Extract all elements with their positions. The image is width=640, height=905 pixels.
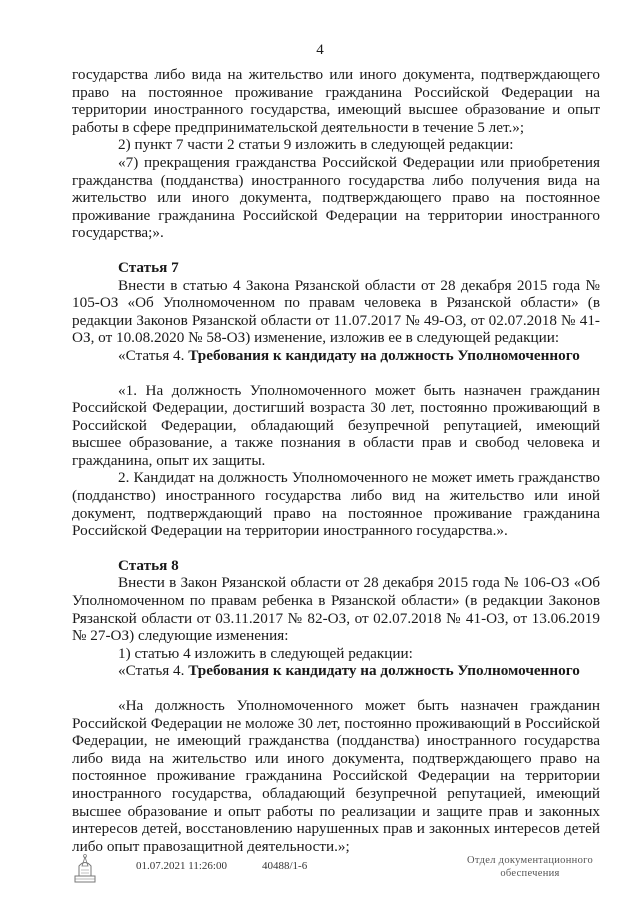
article-8-statute-heading: [72, 662, 600, 680]
article-8-title: Статья 8: [118, 556, 179, 574]
page-number: 4: [316, 42, 324, 58]
footer-date: 01.07.2021 11:26:00: [136, 860, 227, 872]
article-7-clause-1: «1. На должность Уполномоченного может быть назначен гражданин Российской Федерации, достигший возраста 30 лет, постоянно проживающий в Российской Федерации, обладающий безупречной репутацией, имеющий высшее образование, а также познания в области прав и свобод человека и гражданина, опыт их защиты.: [72, 381, 600, 469]
paragraph-item-2: 2) пункт 7 части 2 статьи 9 изложить в следующей редакции:: [118, 136, 514, 154]
article-8-clause: «На должность Уполномоченного может быть назначен гражданин Российской Федерации не моложе 30 лет, постоянно проживающий в Российской Федерации, не имеющий гражданства (подданства) иностранного государства либо вида на жительство или иного документа, подтверждающего право на постоянное проживание гражданина Российской Федерации на территории иностранного государства, обладающий безупречной репутацией, имеющий высшее образование и опыт работы по реализации и защите прав и законных интересов детей, восстановлению нарушенных прав и законных интересов детей либо опыт правозащитной деятельности.»;: [72, 697, 600, 855]
coat-of-arms-icon: [72, 852, 98, 884]
statute-prefix: «Статья 4.: [118, 662, 189, 680]
document-body: [72, 66, 600, 855]
article-7-intro: Внести в статью 4 Закона Рязанской области от 28 декабря 2015 года № 105-ОЗ «Об Уполномоченном по правам человека в Рязанской области» (в редакции Законов Рязанской области от 11.07.2017 № 49-ОЗ, от 02.07.2018 № 41-ОЗ, от 10.08.2020 № 58-ОЗ) изменение, изложив ее в следующей редакции:: [72, 276, 600, 347]
footer-doc-number: 40488/1-6: [262, 860, 308, 872]
statute-title: Требования к кандидату на должность Уполномоченного: [188, 346, 580, 364]
article-8-intro: Внести в Закон Рязанской области от 28 декабря 2015 года № 106-ОЗ «Об Уполномоченном по правам ребенка в Рязанской области» (в редакции Законов Рязанской области от 03.11.2017 № 82-ОЗ, от 02.07.2018 № 41-ОЗ, от 13.06.2019 № 27-ОЗ) следующие изменения:: [72, 574, 600, 645]
statute-title: Требования к кандидату на должность Уполномоченного: [188, 662, 580, 680]
department-stamp: [460, 854, 600, 880]
page-footer: [72, 850, 600, 890]
paragraph-quote-7: «7) прекращения гражданства Российской Федерации или приобретения гражданства (подданства) иностранного государства либо получения вида на жительство или иного документа, подтверждающего право на постоянное проживание гражданина Российской Федерации на территории иностранного государства;».: [72, 153, 600, 242]
article-7-clause-2: 2. Кандидат на должность Уполномоченного не может иметь гражданство (подданство) иностранного государства либо вид на жительство или иной документ, подтверждающий право на постоянное проживание гражданина Российской Федерации на территории иностранного государства.».: [72, 469, 600, 540]
department-stamp-line-2: обеспечения: [500, 868, 560, 879]
paragraph-continuation: государства либо вида на жительство или иного документа, подтверждающего право на постоянное проживание гражданина Российской Федерации на территории иностранного государства, имеющий высшее образование и опыт работы в сфере предпринимательской деятельности в течение 5 лет.»;: [72, 66, 600, 136]
statute-prefix: «Статья 4.: [118, 346, 189, 364]
article-7-title: Статья 7: [118, 258, 179, 276]
article-7-statute-heading: [72, 347, 600, 365]
department-stamp-line-1: Отдел документационного: [466, 855, 594, 866]
article-8-item-1: 1) статью 4 изложить в следующей редакции:: [118, 644, 413, 662]
